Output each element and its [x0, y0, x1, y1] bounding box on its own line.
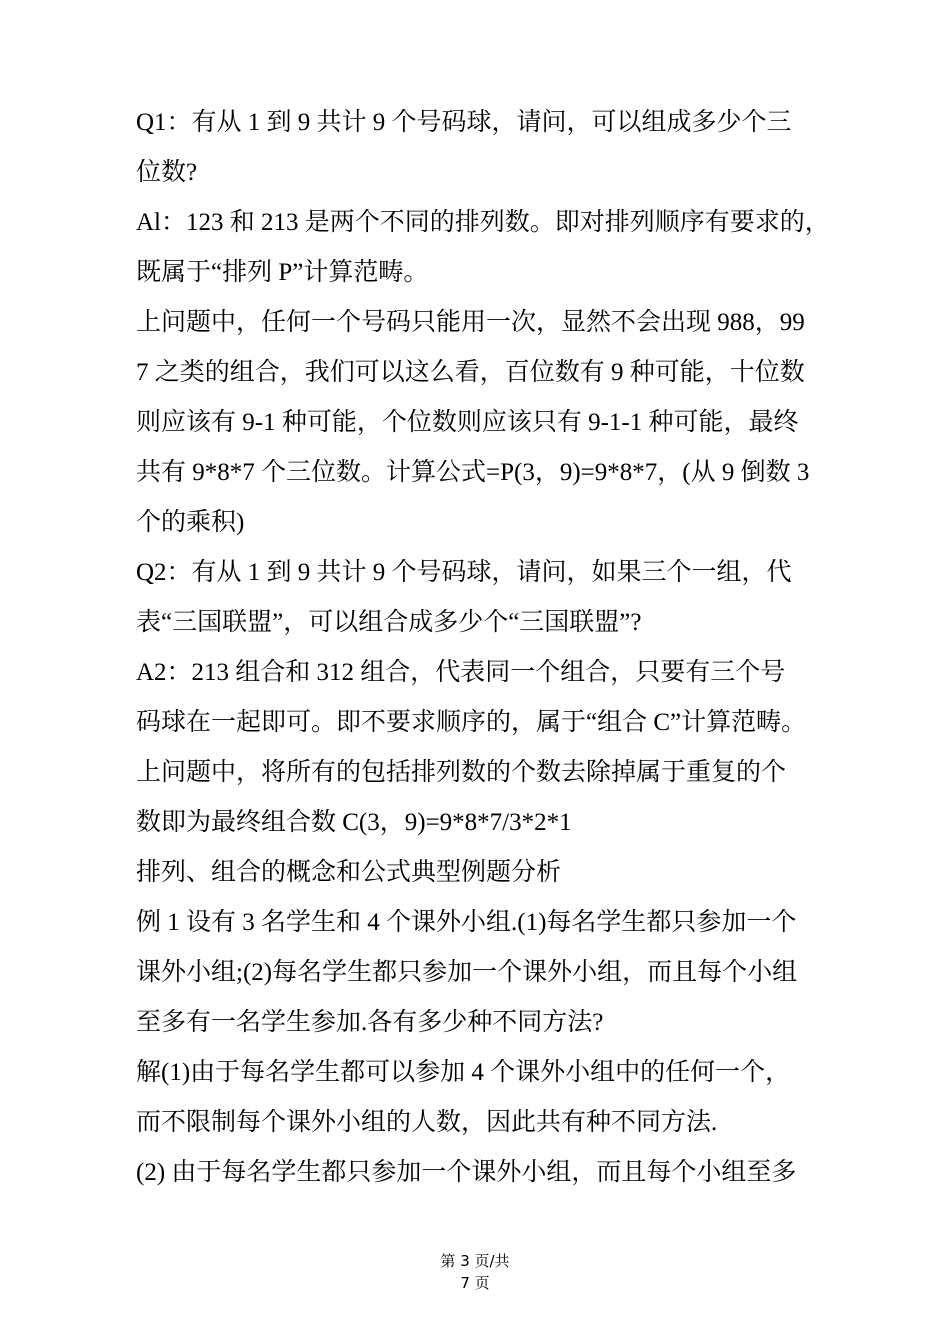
text-line-4: 既属于“排列 P”计算范畴。 [136, 259, 429, 286]
section-heading: 排列、组合的概念和公式典型例题分析 [136, 859, 562, 886]
page-number-line-2: 7 页 [460, 1274, 490, 1292]
text-line-20: 解(1)由于每名学生都可以参加 4 个课外小组中的任何一个， [136, 1059, 791, 1086]
text-line-18: 课外小组;(2)每名学生都只参加一个课外小组，而且每个小组 [136, 959, 798, 986]
text-line-21: 而不限制每个课外小组的人数，因此共有种不同方法. [136, 1109, 718, 1136]
text-line-7: 则应该有 9-1 种可能，个位数则应该只有 9-1-1 种可能，最终 [136, 409, 799, 436]
text-line-5: 上问题中，任何一个号码只能用一次，显然不会出现 988，99 [136, 309, 805, 336]
text-line-10: Q2：有从 1 到 9 共计 9 个号码球，请问，如果三个一组，代 [136, 559, 792, 586]
text-line-3: Al：123 和 213 是两个不同的排列数。即对排列顺序有要求的， [136, 209, 830, 236]
text-line-13: 码球在一起即可。即不要求顺序的，属于“组合 C”计算范畴。 [136, 709, 807, 736]
text-line-8: 共有 9*8*7 个三位数。计算公式=P(3，9)=9*8*7，(从 9 倒数 3 [136, 459, 810, 486]
text-line-14: 上问题中，将所有的包括排列数的个数去除掉属于重复的个 [136, 759, 787, 786]
text-line-9: 个的乘积) [136, 509, 245, 536]
text-line-1: Q1：有从 1 到 9 共计 9 个号码球，请问，可以组成多少个三 [136, 109, 792, 136]
text-line-19: 至多有一名学生参加.各有多少种不同方法? [136, 1009, 604, 1036]
page-footer [0, 1250, 950, 1294]
document-body [136, 103, 836, 1203]
text-line-6: 7 之类的组合，我们可以这么看，百位数有 9 种可能，十位数 [136, 359, 805, 386]
text-line-22: (2) 由于每名学生都只参加一个课外小组，而且每个小组至多 [136, 1159, 797, 1186]
text-line-11: 表“三国联盟”，可以组合成多少个“三国联盟”? [136, 609, 642, 636]
text-line-12: A2：213 组合和 312 组合，代表同一个组合，只要有三个号 [136, 659, 786, 686]
page-number-line-1: 第 3 页/共 [440, 1252, 510, 1270]
text-line-17: 例 1 设有 3 名学生和 4 个课外小组.(1)每名学生都只参加一个 [136, 909, 797, 936]
text-line-15: 数即为最终组合数 C(3，9)=9*8*7/3*2*1 [136, 809, 572, 836]
text-line-2: 位数? [136, 159, 198, 186]
